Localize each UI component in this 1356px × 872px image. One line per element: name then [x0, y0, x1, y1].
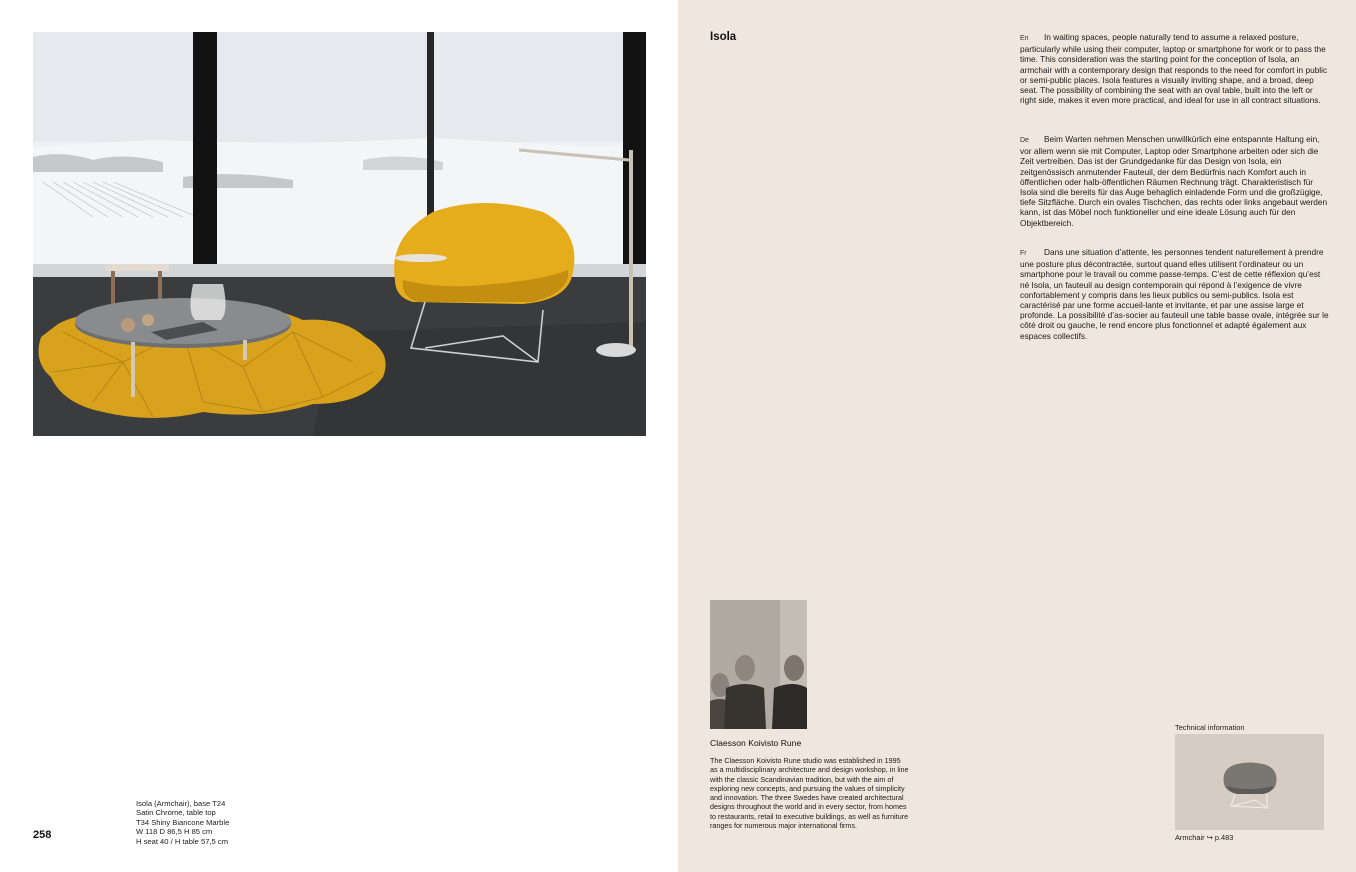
- product-caption: [136, 799, 229, 846]
- caption-line: H seat 40 / H table 57,5 cm: [136, 836, 229, 846]
- technical-drawing: [1175, 734, 1324, 830]
- armchair-page-reference[interactable]: Armchair ↪ p.483: [1175, 833, 1234, 842]
- designer-bio: The Claesson Koivisto Rune studio was established in 1995 as a multidisciplinary architecture and design workshop, in line with the classic Scandinavian tradition, but with the aim of exploring new concepts, and pursuing the values of simplicity and innovation. The three Swedes have created architectural designs throughout the world and in every sector, from homes to restaurants, retail to executive buildings, as well as furniture ranges for numerous major international firms.: [710, 756, 909, 831]
- description-text: Beim Warten nehmen Menschen unwillkürlich eine entspannte Haltung ein, vor allem wenn sie mit Computer, Laptop oder Smartphone arbeiten oder sich die Zeit vertreiben. Das ist der Grundgedanke für das Design von Isola, ein zeitgenössisch anmutender Fauteuil, der dem Bedürfnis nach Komfort auch in öffentlichen oder halb-öffentlichen Räumen Rechnung trägt. Charakteristisch für Isola sind die bereits für das Auge behaglich einladende Form und die großzügige, tiefe Sitzfläche. Durch ein ovales Tischchen, das rechts oder links angebaut werden kann, ist das Möbel noch funktioneller und eine ideale Lösung auch für den Objektbereich.: [1020, 134, 1328, 228]
- page-number: 258: [33, 829, 52, 841]
- description-english: [1020, 32, 1330, 105]
- technical-information-label: Technical information: [1175, 723, 1245, 732]
- designer-name: Claesson Koivisto Rune: [710, 738, 802, 748]
- designer-photo: [710, 600, 807, 729]
- designers-portrait-image: [710, 600, 807, 729]
- caption-line: T34 Shiny Biancone Marble: [136, 817, 230, 827]
- description-text: Dans une situation d’attente, les personnes tendent naturellement à prendre une posture plus décontractée, surtout quand elles utilisent l’ordinateur ou un smartphone pour le travail ou comme passe-temps. C’est de cette réflexion qu’est né Isola, un fauteuil au design contemporain qui répond à l’exigence de vivre confortablement y compris dans les lieux publics ou semi-publics. Isola est caractérisé par une forme accueil-lante et invitante, et par une assise large et profonde. La possibilité d’as-socier au fauteuil une table basse ovale, intégrée sur le côté droit ou gauche, le rend encore plus fonctionnel et adapté également aux espaces collectifs.: [1020, 247, 1329, 341]
- language-code: Fr: [1020, 250, 1027, 257]
- product-photo: [33, 32, 646, 436]
- isola-armchair-scene-image: [33, 32, 646, 436]
- language-code: En: [1020, 35, 1029, 42]
- caption-line: W 118 D 86,5 H 85 cm: [136, 827, 213, 837]
- description-french: [1020, 247, 1330, 341]
- caption-line: Isola (Armchair), base T24: [136, 799, 226, 808]
- product-title: Isola: [710, 31, 737, 43]
- language-code: De: [1020, 137, 1029, 144]
- caption-line: Satin Chrome, table top: [136, 808, 216, 818]
- armchair-thumbnail-image: [1175, 734, 1324, 830]
- right-page: [678, 0, 1356, 872]
- description-text: In waiting spaces, people naturally tend to assume a relaxed posture, particularly while using their computer, laptop or smartphone for work or to pass the time. This consideration was the starting point for the conception of Isola, an armchair with a contemporary design that responds to the need for comfort in public or semi-public places. Isola features a visually inviting shape, and a broad, deep seat. The possibility of combining the seat with an oval table, built into the left or right side, makes it even more practical, and ideal for use in all contract situations.: [1020, 32, 1328, 106]
- description-german: [1020, 134, 1330, 228]
